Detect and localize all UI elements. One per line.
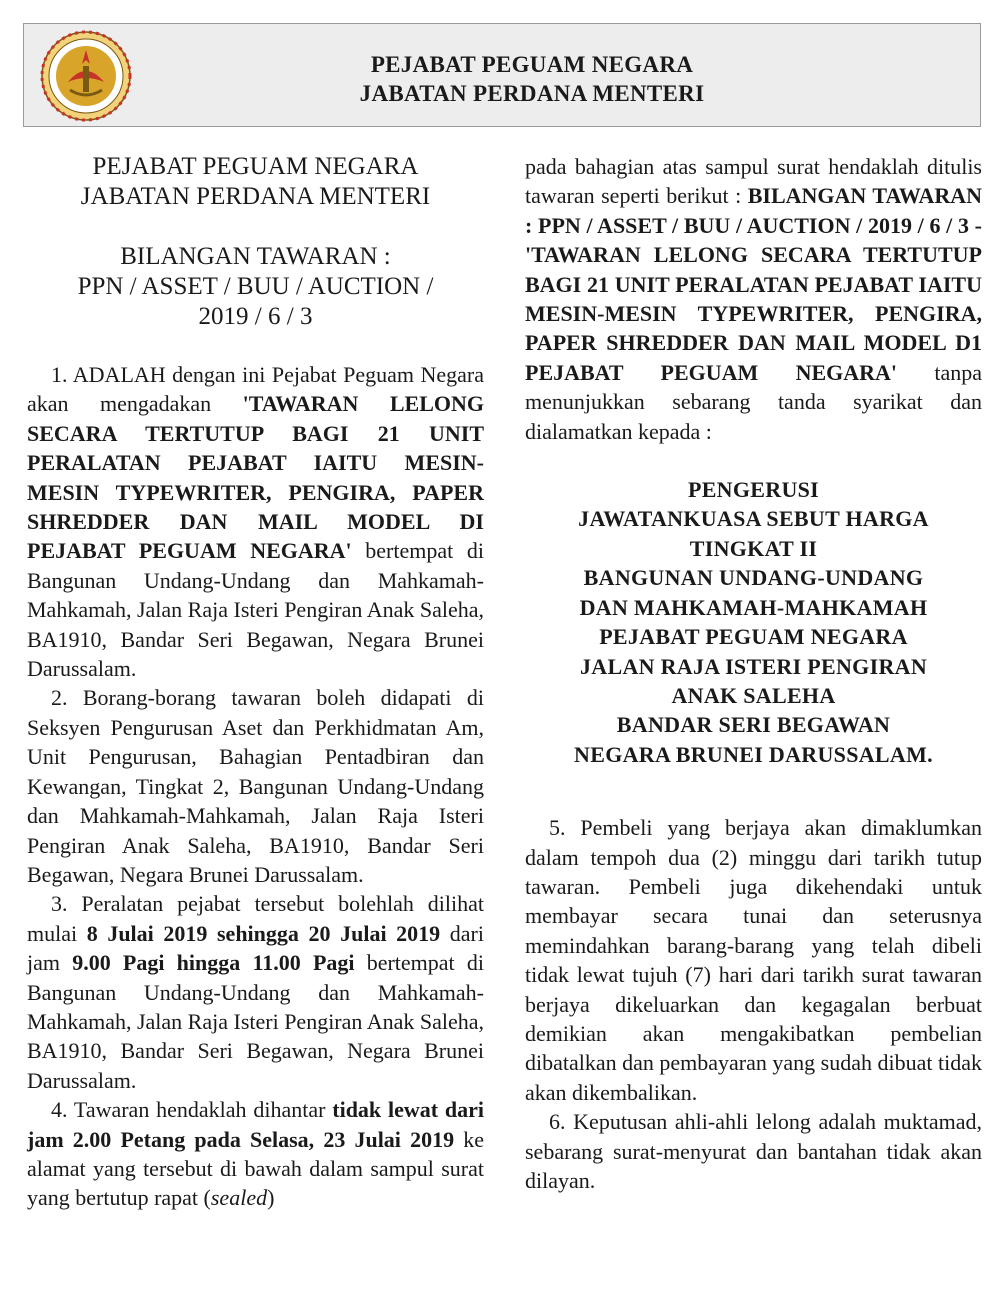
address-line: NEGARA BRUNEI DARUSSALAM. bbox=[574, 741, 933, 767]
header-banner bbox=[23, 23, 981, 127]
paragraph-4 bbox=[27, 1095, 484, 1213]
address-line: TINGKAT II bbox=[689, 535, 818, 561]
title-line-3: BILANGAN TAWARAN : bbox=[120, 243, 391, 270]
p4-text-c: ke alamat yang tersebut di bawah dalam sampul surat yang bertutup rapat ( bbox=[27, 1126, 484, 1211]
paragraph-4-continued bbox=[525, 152, 982, 446]
right-column bbox=[525, 152, 982, 1195]
paragraph-6: 6. Keputusan ahli-ahli lelong adalah muktamad, sebarang surat-menyurat dan bantahan tidak akan dilayan. bbox=[525, 1109, 982, 1193]
title-line-1: PEJABAT PEGUAM NEGARA bbox=[92, 153, 419, 180]
p3-text-a: 3. Peralatan pejabat tersebut bolehlah dilihat mulai bbox=[27, 891, 484, 946]
address-line: JAWATANKUASA SEBUT HARGA bbox=[578, 506, 929, 532]
address-line: PENGERUSI bbox=[687, 477, 820, 503]
address-line: PEJABAT PEGUAM NEGARA bbox=[599, 624, 908, 650]
paragraph-3 bbox=[27, 889, 484, 1095]
address-line: ANAK SALEHA bbox=[671, 682, 836, 708]
p4-sealed: sealed bbox=[210, 1185, 268, 1211]
p4-text-a: 4. Tawaran hendaklah dihantar bbox=[51, 1097, 333, 1123]
p4-text-f: pada bahagian atas sampul surat hendaklah ditulis tawaran seperti berikut : bbox=[525, 154, 982, 209]
p1-text-c: bertempat di Bangunan Undang-Undang dan Mahkamah-Mahkamah, Jalan Raja Isteri Pengiran Anak Saleha, BA1910, Bandar Seri Begawan, Negara Brunei Darussalam. bbox=[27, 538, 484, 682]
left-column bbox=[27, 152, 484, 1213]
p1-bold: 'TAWARAN LELONG SECARA TERTUTUP BAGI 21 UNIT PERALATAN PEJABAT IAITU MESIN-MESIN TYPEWRITER, PENGIRA, PAPER SHREDDER DAN MAIL MODEL DI PEJABAT PEGUAM NEGARA' bbox=[27, 391, 484, 564]
p3-text-e: bertempat di Bangunan Undang-Undang dan Mahkamah-Mahkamah, Jalan Raja Isteri Pengiran Anak Saleha, BA1910, Bandar Seri Begawan, Negara Brunei Darussalam. bbox=[27, 950, 484, 1093]
header-title bbox=[24, 50, 980, 108]
address-block bbox=[525, 475, 982, 769]
paragraph-1 bbox=[27, 360, 484, 683]
p3-dates: 8 Julai 2019 sehingga 20 Julai 2019 bbox=[86, 920, 441, 946]
title-line-4: PPN / ASSET / BUU / AUCTION / bbox=[77, 273, 434, 300]
p4-deadline: tidak lewat dari jam 2.00 Petang pada Selasa, 23 Julai 2019 bbox=[27, 1097, 484, 1152]
address-line: BANDAR SERI BEGAWAN bbox=[616, 712, 891, 738]
address-line: BANGUNAN UNDANG-UNDANG bbox=[583, 565, 924, 591]
title-line-5: 2019 / 6 / 3 bbox=[198, 303, 313, 330]
p4-text-h: tanpa menunjukkan sebarang tanda syarikat dan dialamatkan kepada : bbox=[525, 359, 982, 444]
header-line-1: PEJABAT PEGUAM NEGARA bbox=[370, 52, 694, 77]
header-line-2: JABATAN PERDANA MENTERI bbox=[359, 81, 705, 106]
address-line: DAN MAHKAMAH-MAHKAMAH bbox=[579, 594, 928, 620]
p1-text-a: 1. ADALAH dengan ini Pejabat Peguam Negara akan mengadakan bbox=[27, 362, 484, 417]
notice-title bbox=[27, 152, 484, 332]
address-line: JALAN RAJA ISTERI PENGIRAN bbox=[579, 653, 928, 679]
p3-hours: 9.00 Pagi hingga 11.00 Pagi bbox=[72, 950, 355, 976]
paragraph-2: 2. Borang-borang tawaran boleh didapati di Seksyen Pengurusan Aset dan Perkhidmatan Am, Unit Pengurusan, Bahagian Pentadbiran dan Kewangan, Tingkat 2, Bangunan Undang-Undang dan Mahkamah-Mahkamah, Jalan Raja Isteri Pengiran Anak Saleha, BA1910, Bandar Seri Begawan, Negara Brunei Darussalam. bbox=[27, 685, 484, 887]
p4-text-e: ) bbox=[267, 1185, 275, 1211]
p4-tender-reference: BILANGAN TAWARAN : PPN / ASSET / BUU / AUCTION / 2019 / 6 / 3 - 'TAWARAN LELONG SECARA TERTUTUP BAGI 21 UNIT PERALATAN PEJABAT IAITU MESIN-MESIN TYPEWRITER, PENGIRA, PAPER SHREDDER DAN MAIL MODEL D1 PEJABAT PEGUAM NEGARA' bbox=[525, 183, 982, 385]
title-line-2: JABATAN PERDANA MENTERI bbox=[80, 183, 431, 210]
paragraph-5: 5. Pembeli yang berjaya akan dimaklumkan dalam tempoh dua (2) minggu dari tarikh tutup tawaran. Pembeli juga dikehendaki untuk membayar secara tunai dan seterusnya memindahkan barang-barang yang telah dibeli tidak lewat tujuh (7) hari dari tarikh surat tawaran berjaya dikeluarkan dan kegagalan berbuat demikian akan mengakibatkan pembelian dibatalkan dan pembayaran yang sudah dibuat tidak akan dikembalikan. bbox=[525, 815, 982, 1105]
p3-text-c: dari jam bbox=[27, 920, 484, 976]
